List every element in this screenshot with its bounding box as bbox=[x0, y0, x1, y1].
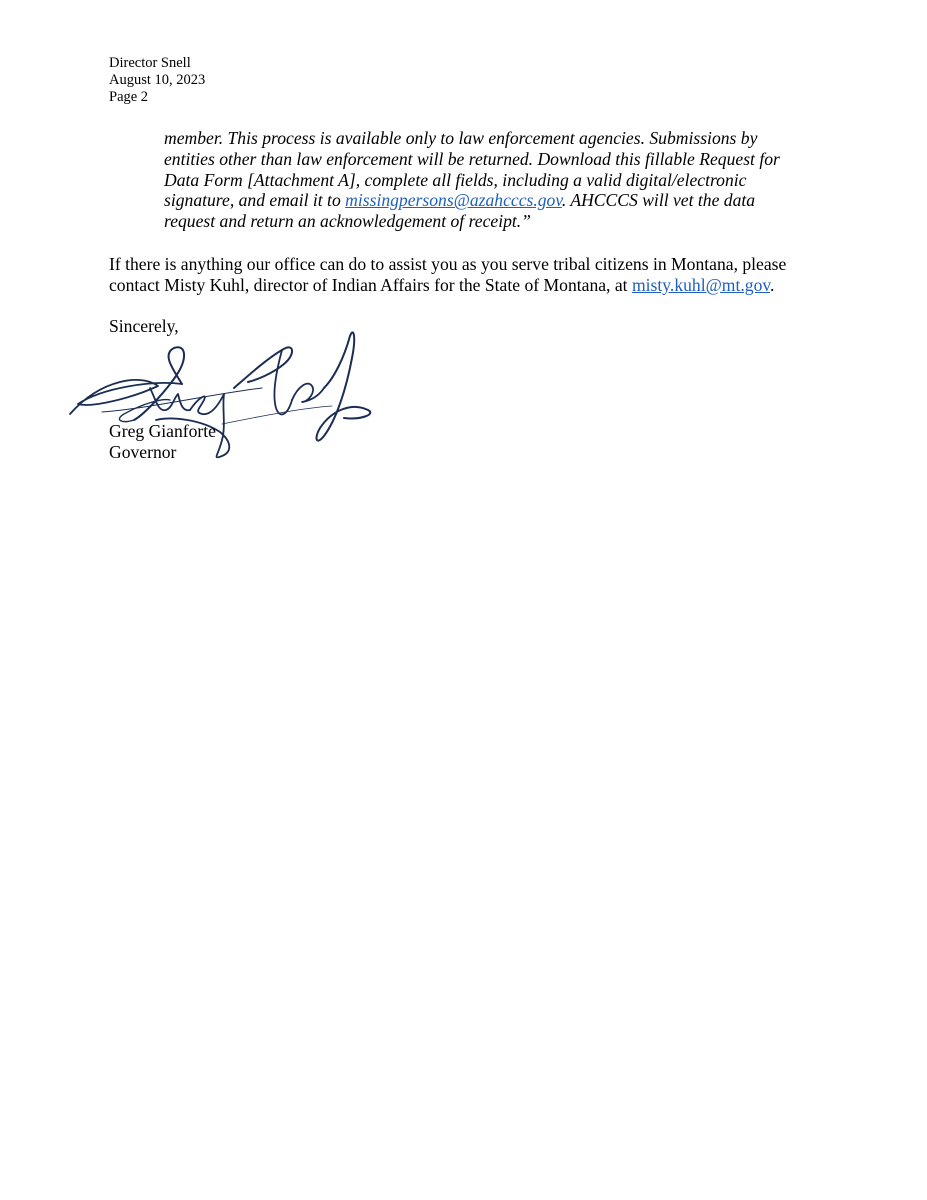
quote-line: entities other than law enforcement will be returned. Download this fillable Request for bbox=[164, 148, 780, 169]
header-page-number: Page 2 bbox=[109, 89, 149, 105]
signer-title: Governor bbox=[109, 442, 177, 462]
assistance-paragraph bbox=[109, 254, 849, 296]
quote-line: Data Form [Attachment A], complete all fields, including a valid digital/electronic bbox=[164, 169, 747, 190]
quoted-instructions bbox=[164, 128, 824, 232]
paragraph-text: . bbox=[770, 275, 775, 295]
quote-line: member. This process is available only to law enforcement agencies. Submissions by bbox=[164, 128, 758, 148]
paragraph-text: contact Misty Kuhl, director of Indian Affairs for the State of Montana, at bbox=[109, 275, 632, 295]
closing-salutation: Sincerely, bbox=[109, 316, 179, 336]
quote-text: . AHCCCS will vet the data bbox=[561, 190, 756, 211]
quote-line: request and return an acknowledgement of receipt.” bbox=[164, 211, 531, 232]
header-date: August 10, 2023 bbox=[109, 72, 206, 88]
signer-block bbox=[109, 421, 216, 463]
paragraph-line: If there is anything our office can do to assist you as you serve tribal citizens in Montana, please bbox=[109, 254, 787, 274]
signer-name: Greg Gianforte bbox=[109, 421, 216, 441]
missing-persons-email-link[interactable]: missingpersons@azahcccs.gov bbox=[345, 190, 562, 211]
paragraph-line bbox=[109, 275, 849, 296]
quote-text: signature, and email it to bbox=[164, 190, 346, 211]
misty-kuhl-email-link[interactable]: misty.kuhl@mt.gov bbox=[631, 275, 771, 295]
header-recipient: Director Snell bbox=[109, 55, 191, 71]
quote-line bbox=[164, 190, 824, 211]
letter-header bbox=[109, 55, 205, 106]
